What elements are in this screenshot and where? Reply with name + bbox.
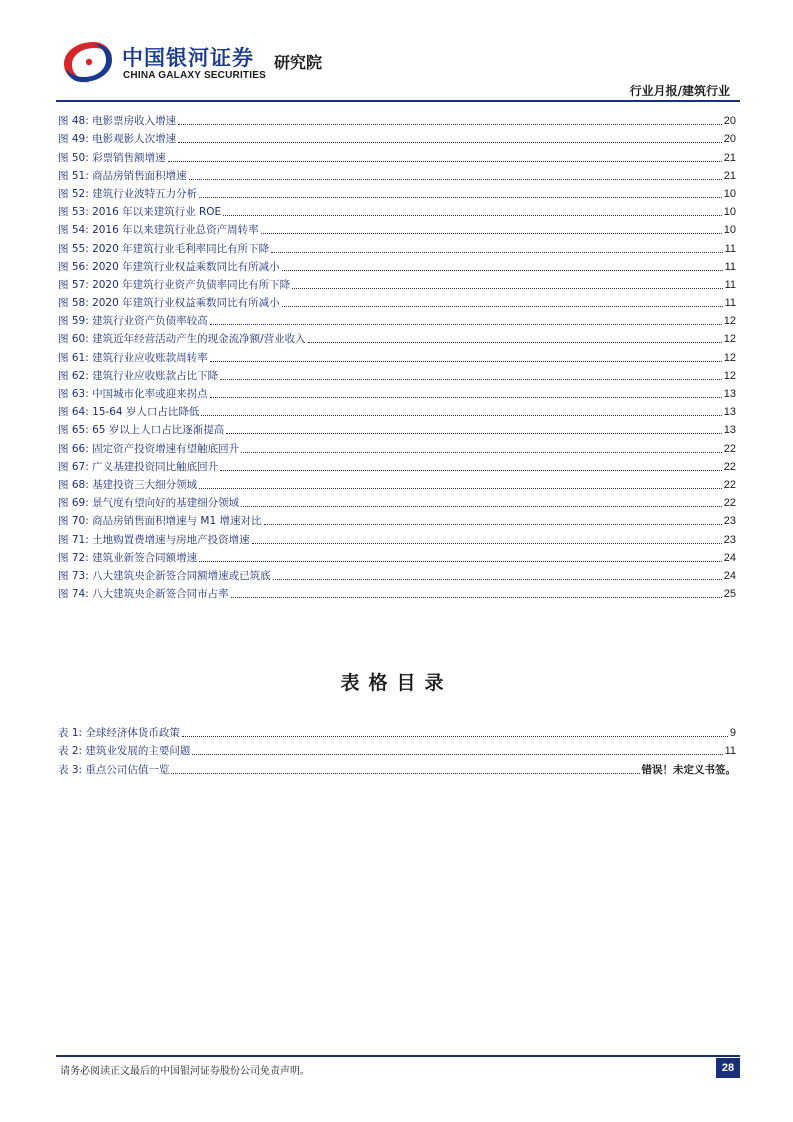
figure-toc-entry[interactable]	[58, 547, 736, 565]
toc-entry-label[interactable]: 图 53: 2016 年以来建筑行业 ROE	[58, 206, 222, 219]
toc-leader-dots	[192, 753, 722, 755]
toc-entry-page: 12	[723, 351, 736, 364]
toc-entry-label[interactable]: 图 56: 2020 年建筑行业权益乘数同比有所减小	[58, 260, 280, 273]
toc-entry-page: 11	[724, 278, 736, 291]
footer-divider	[56, 1055, 740, 1057]
toc-entry-page: 20	[723, 115, 736, 128]
toc-entry-label[interactable]: 图 68: 基建投资三大细分领域	[58, 478, 198, 491]
toc-leader-dots	[210, 323, 722, 325]
table-toc-heading: 表格目录	[340, 672, 453, 694]
figure-toc-entry[interactable]	[58, 237, 736, 255]
toc-leader-dots	[210, 396, 722, 398]
toc-entry-page: 13	[723, 388, 736, 400]
figure-toc-entry[interactable]	[58, 437, 736, 455]
toc-entry-label[interactable]: 图 50: 彩票销售额增速	[58, 151, 166, 164]
table-toc-entry[interactable]	[58, 758, 736, 776]
toc-entry-label[interactable]: 表 2: 建筑业发展的主要问题	[58, 745, 191, 758]
toc-leader-dots	[252, 542, 722, 544]
toc-entry-label[interactable]: 图 58: 2020 年建筑行业权益乘数同比有所减小	[58, 297, 280, 310]
toc-leader-dots	[308, 341, 722, 343]
figure-toc-entry[interactable]	[58, 183, 736, 201]
figure-toc-entry[interactable]	[58, 383, 736, 401]
toc-leader-dots	[189, 178, 722, 180]
figure-toc-entry[interactable]	[58, 456, 736, 474]
figure-toc-entry[interactable]	[58, 292, 736, 310]
toc-entry-page: 20	[723, 133, 736, 146]
toc-leader-dots	[178, 123, 722, 125]
figure-toc-entry[interactable]	[58, 274, 736, 292]
toc-entry-page: 22	[723, 497, 736, 510]
toc-leader-dots	[271, 251, 722, 253]
toc-entry-label[interactable]: 图 72: 建筑业新签合同额增速	[58, 551, 198, 564]
toc-entry-label[interactable]: 图 54: 2016 年以来建筑行业总资产周转率	[58, 224, 259, 237]
toc-entry-page: 12	[723, 369, 736, 382]
figure-toc-entry[interactable]	[58, 492, 736, 510]
figure-toc-entry[interactable]	[58, 419, 736, 437]
toc-entry-label[interactable]: 图 52: 建筑行业波特五力分析	[58, 187, 198, 200]
toc-entry-page: 12	[723, 315, 736, 328]
figure-toc-entry[interactable]	[58, 256, 736, 274]
toc-entry-label[interactable]: 图 51: 商品房销售面积增速	[58, 169, 187, 182]
toc-entry-label[interactable]: 图 48: 电影票房收入增速	[58, 115, 177, 128]
toc-leader-dots	[199, 487, 722, 489]
figure-toc-entry[interactable]	[58, 565, 736, 583]
toc-leader-dots	[210, 360, 722, 362]
toc-entry-page: 10	[723, 187, 736, 200]
toc-entry-page: 13	[723, 424, 736, 437]
toc-entry-page: 12	[723, 333, 736, 346]
toc-entry-label[interactable]: 图 55: 2020 年建筑行业毛利率同比有所下降	[58, 242, 270, 255]
toc-entry-label[interactable]: 图 67: 广义基建投资同比触底回升	[58, 460, 219, 473]
figure-toc-entry[interactable]	[58, 165, 736, 183]
figure-toc-entry[interactable]	[58, 528, 736, 546]
toc-entry-page: 21	[723, 151, 736, 164]
table-toc-entry[interactable]	[58, 722, 736, 740]
toc-entry-label[interactable]: 图 69: 景气度有望向好的基建细分领域	[58, 497, 240, 510]
brand-name-en: CHINA GALAXY SECURITIES	[123, 70, 266, 81]
toc-entry-label[interactable]: 图 71: 土地购置费增速与房地产投资增速	[58, 533, 250, 546]
toc-leader-dots	[292, 287, 722, 289]
figure-toc-entry[interactable]	[58, 201, 736, 219]
figure-toc-entry[interactable]	[58, 365, 736, 383]
toc-entry-label[interactable]: 图 57: 2020 年建筑行业资产负债率同比有所下降	[58, 278, 291, 291]
toc-entry-page: 11	[724, 242, 736, 255]
figure-toc-entry[interactable]	[58, 310, 736, 328]
toc-leader-dots	[261, 232, 722, 234]
toc-entry-page: 错误！未定义书签。	[641, 763, 736, 776]
toc-entry-page: 10	[723, 206, 736, 219]
toc-entry-page: 24	[723, 551, 736, 564]
toc-entry-label[interactable]: 图 64: 15-64 岁人口占比降低	[58, 406, 200, 419]
toc-entry-page: 22	[723, 478, 736, 491]
toc-entry-label[interactable]: 图 74: 八大建筑央企新签合同市占率	[58, 588, 229, 601]
table-toc	[58, 722, 736, 777]
page-number: 28	[716, 1058, 740, 1078]
toc-leader-dots	[223, 214, 722, 216]
toc-leader-dots	[199, 196, 722, 198]
toc-leader-dots	[282, 269, 723, 271]
figure-toc-entry[interactable]	[58, 128, 736, 146]
toc-leader-dots	[220, 378, 722, 380]
toc-leader-dots	[171, 772, 639, 774]
toc-leader-dots	[220, 469, 722, 471]
toc-entry-label[interactable]: 图 65: 65 岁以上人口占比逐渐提高	[58, 424, 225, 437]
report-type: 行业月报/建筑行业	[629, 84, 730, 98]
brand-name-cn: 中国银河证券	[122, 46, 254, 70]
toc-leader-dots	[273, 578, 722, 580]
figure-toc-entry[interactable]	[58, 583, 736, 601]
toc-entry-label[interactable]: 图 73: 八大建筑央企新签合同额增速或已筑底	[58, 569, 271, 582]
figure-toc	[58, 110, 736, 601]
galaxy-logo-icon	[60, 38, 116, 86]
toc-leader-dots	[178, 141, 722, 143]
toc-entry-label[interactable]: 图 70: 商品房销售面积增速与 M1 增速对比	[58, 515, 262, 528]
toc-entry-label[interactable]: 图 62: 建筑行业应收账款占比下降	[58, 369, 219, 382]
figure-toc-entry[interactable]	[58, 346, 736, 364]
toc-leader-dots	[199, 560, 722, 562]
toc-entry-page: 23	[723, 533, 736, 546]
toc-entry-label[interactable]: 表 1: 全球经济体货币政策	[58, 727, 180, 740]
figure-toc-entry[interactable]	[58, 401, 736, 419]
figure-toc-entry[interactable]	[58, 474, 736, 492]
toc-entry-page: 13	[723, 406, 736, 419]
toc-entry-label[interactable]: 图 63: 中国城市化率或迎来拐点	[58, 388, 208, 400]
toc-entry-page: 11	[724, 297, 736, 310]
toc-entry-page: 24	[723, 569, 736, 582]
toc-leader-dots	[241, 505, 722, 507]
toc-entry-page: 11	[724, 260, 736, 273]
toc-entry-label[interactable]: 图 49: 电影观影人次增速	[58, 133, 177, 146]
header-divider	[56, 100, 740, 102]
toc-entry-page: 21	[723, 169, 736, 182]
toc-leader-dots	[241, 451, 722, 453]
figure-toc-entry[interactable]	[58, 328, 736, 346]
toc-entry-page: 9	[729, 727, 736, 740]
page-header	[56, 32, 740, 102]
toc-entry-page: 22	[723, 442, 736, 455]
toc-entry-label[interactable]: 图 59: 建筑行业资产负债率较高	[58, 315, 208, 328]
table-toc-entry[interactable]	[58, 740, 736, 758]
toc-leader-dots	[201, 414, 721, 416]
figure-toc-entry[interactable]	[58, 110, 736, 128]
figure-toc-entry[interactable]	[58, 510, 736, 528]
toc-entry-page: 10	[723, 224, 736, 237]
toc-leader-dots	[231, 596, 722, 598]
toc-entry-label[interactable]: 图 60: 建筑近年经营活动产生的现金流净额/营业收入	[58, 333, 306, 346]
figure-toc-entry[interactable]	[58, 146, 736, 164]
toc-leader-dots	[282, 305, 723, 307]
toc-entry-page: 23	[723, 515, 736, 528]
toc-entry-label[interactable]: 图 61: 建筑行业应收账款周转率	[58, 351, 208, 364]
footer-disclaimer: 请务必阅读正文最后的中国银河证券股份公司免责声明。	[60, 1066, 310, 1077]
toc-entry-page: 22	[723, 460, 736, 473]
figure-toc-entry[interactable]	[58, 219, 736, 237]
toc-leader-dots	[226, 432, 721, 434]
toc-entry-page: 25	[723, 588, 736, 601]
toc-leader-dots	[168, 160, 722, 162]
toc-entry-label[interactable]: 表 3: 重点公司估值一览	[58, 763, 170, 776]
toc-leader-dots	[182, 735, 728, 737]
toc-leader-dots	[264, 523, 722, 525]
brand-subtitle: 研究院	[274, 53, 323, 72]
toc-entry-page: 11	[724, 745, 736, 758]
toc-entry-label[interactable]: 图 66: 固定资产投资增速有望触底回升	[58, 442, 240, 455]
